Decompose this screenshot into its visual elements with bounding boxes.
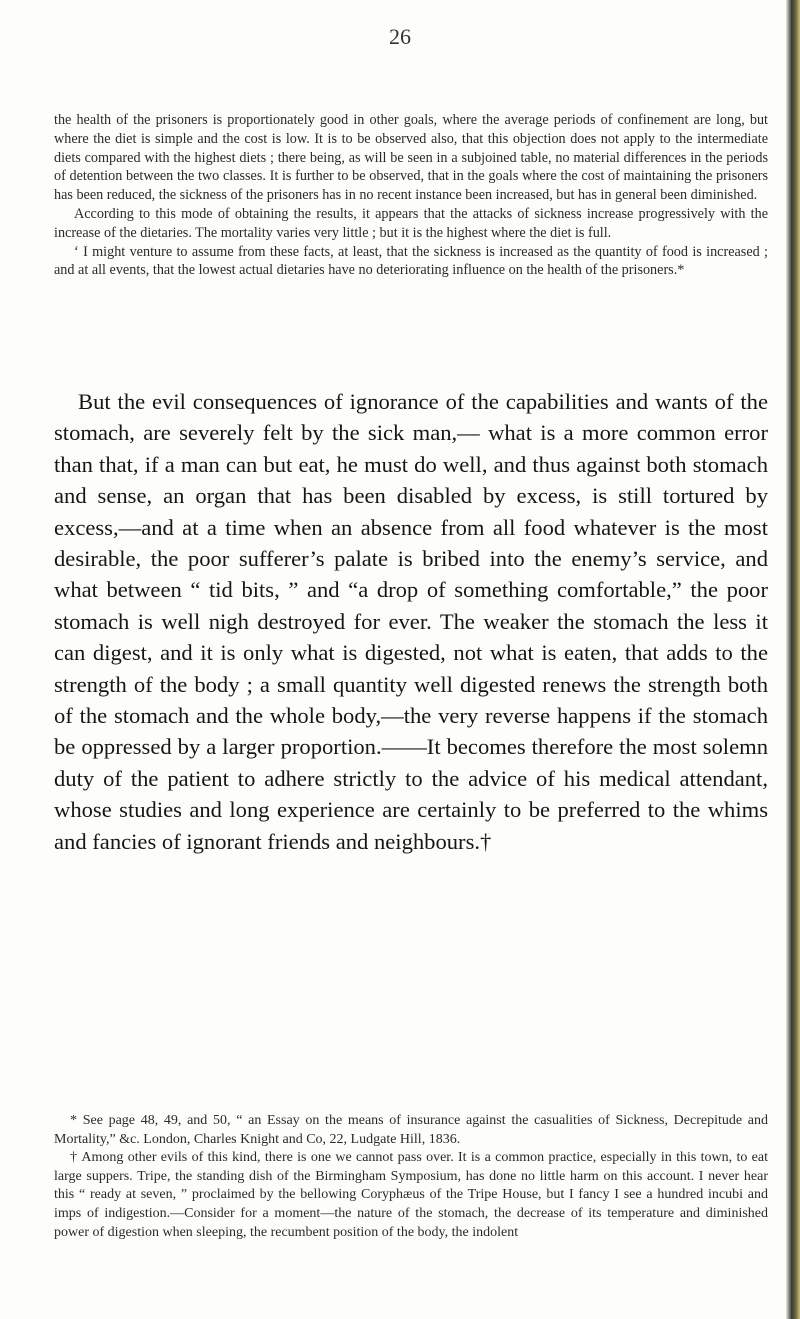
report-paragraph: ‘ I might venture to assume from these facts, at least, that the sickness is increased as the quantity of food is increased ; and at all events, that the lowest actual dietaries have no deteriorating influence on the health of the prisoners.* [54, 243, 768, 279]
footnotes-block [54, 1112, 768, 1242]
report-paragraph: the health of the prisoners is proportionately good in other goals, where the average periods of confinement are long, but where the diet is simple and the cost is low. It is to be observed also, that this objection does not apply to the intermediate diets compared with the highest diets ; there being, as will be seen in a subjoined table, no material differences in the periods of detention between the two classes. It is further to be observed, that in the goals where the cost of maintaining the prisoners has been reduced, the sickness of the prisoners has in no recent instance been increased, but has in general been diminished. [54, 112, 768, 204]
page-number: 26 [389, 24, 411, 49]
main-text-block [54, 386, 768, 857]
main-paragraph: But the evil consequences of ignorance of the capabilities and wants of the stomach, are severely felt by the sick man,— what is a more common error than that, if a man can but eat, he must do well, and thus against both stomach and sense, an organ that has been disabled by excess, is still tortured by excess,—and at a time when an absence from all food whatever is the most desirable, the poor sufferer’s palate is bribed into the enemy’s service, and what between “ tid bits, ” and “a drop of something comfortable,” the poor stomach is well nigh destroyed for ever. The weaker the stomach the less it can digest, and it is only what is digested, not what is eaten, that adds to the strength of the body ; a small quantity well digested renews the strength both of the stomach and the whole body,—the very reverse happens if the stomach be oppressed by a larger proportion.——It becomes therefore the most solemn duty of the patient to adhere strictly to the advice of his medical attendant, whose studies and long experience are certainly to be preferred to the whims and fancies of ignorant friends and neighbours.† [54, 389, 768, 854]
quoted-report-block [54, 111, 768, 280]
footnote: † Among other evils of this kind, there is one we cannot pass over. It is a common practice, especially in this town, to eat large suppers. Tripe, the standing dish of the Birmingham Symposium, has done no little harm on this account. I never hear this “ ready at seven, ” proclaimed by the bellowing Coryphæus of the Tripe House, but I fancy I see a hundred incubi and imps of indigestion.—Consider for a moment—the nature of the stomach, the decrease of its temperature and diminished power of digestion when sleeping, the recumbent position of the body, the indolent [54, 1150, 768, 1240]
footnote: * See page 48, 49, and 50, “ an Essay on the means of insurance against the casualities of Sickness, Decrepitude and Mortality,” &c. London, Charles Knight and Co, 22, Ludgate Hill, 1836. [54, 1113, 768, 1147]
report-paragraph: According to this mode of obtaining the results, it appears that the attacks of sickness increase progressively with the increase of the dietaries. The mortality varies very little ; but it is the highest where the diet is full. [54, 205, 768, 241]
page-edge-shadow [786, 0, 800, 1319]
